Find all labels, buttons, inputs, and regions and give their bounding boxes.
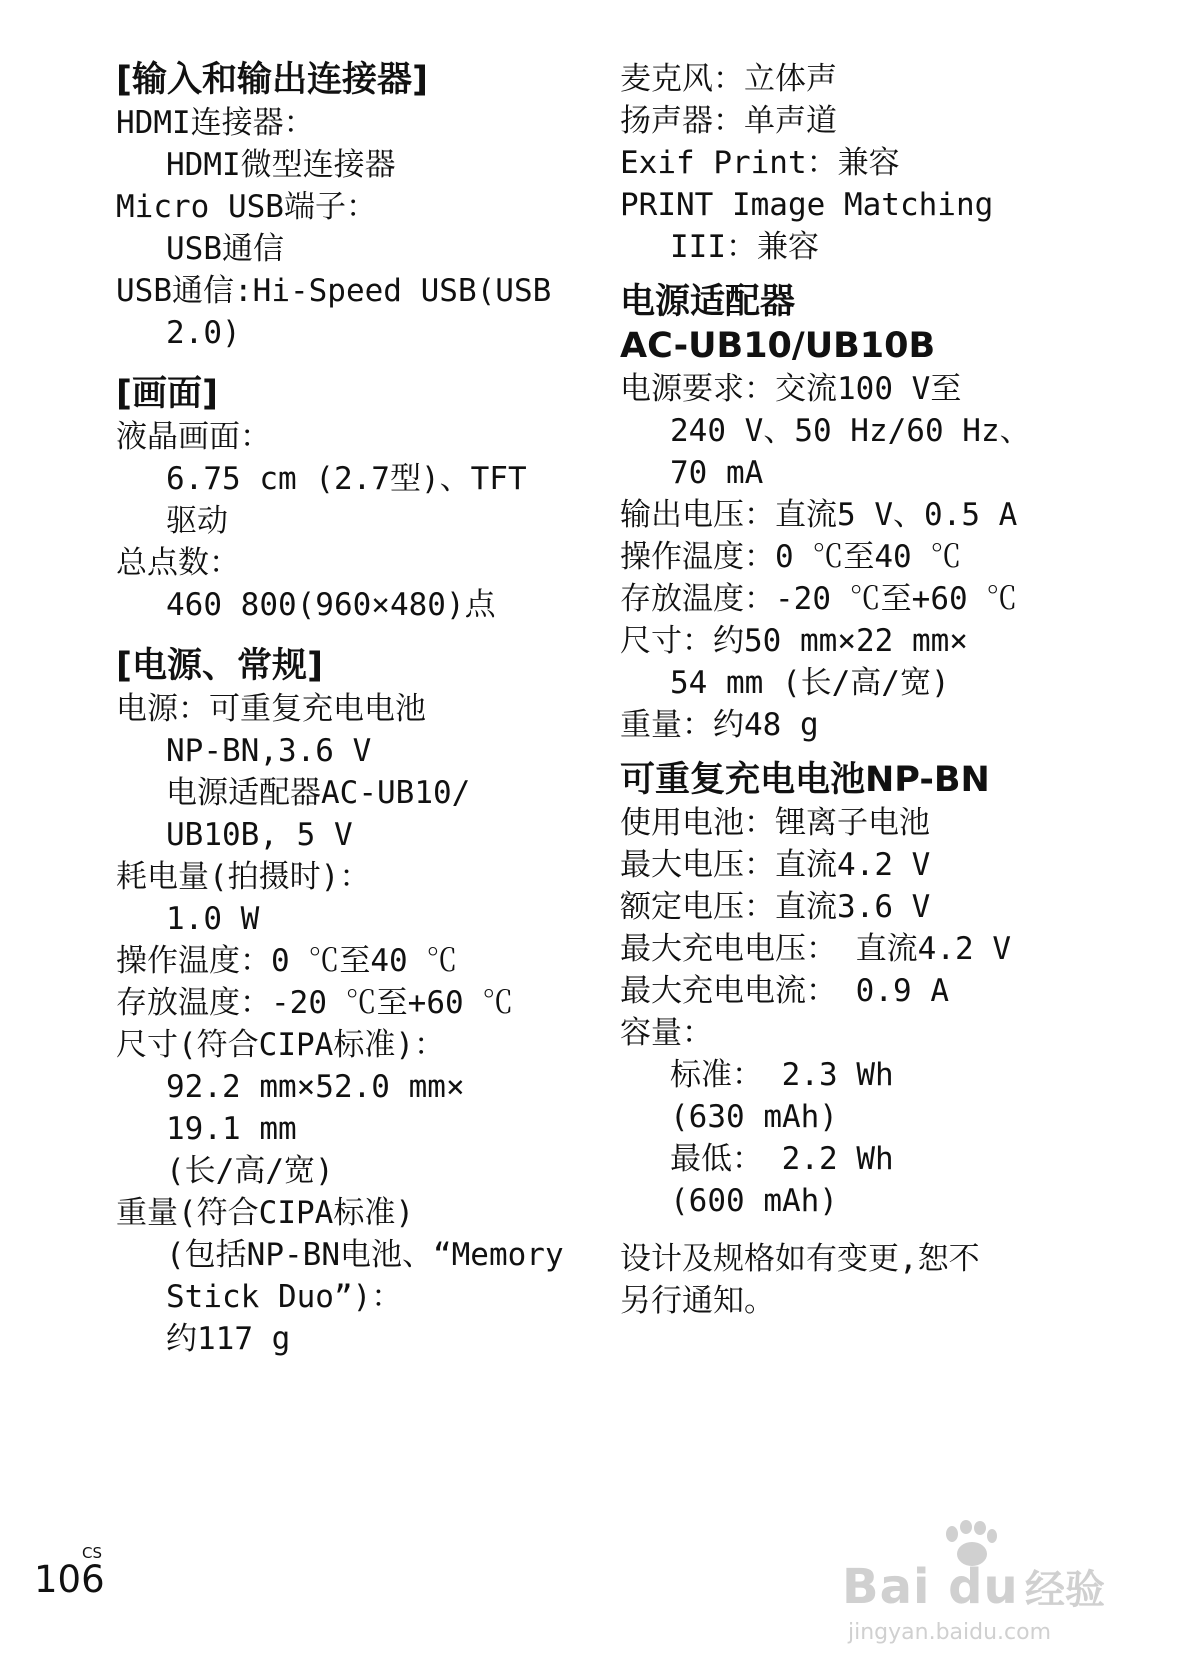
watermark-brand: Bai du [842, 1559, 1019, 1615]
spec-line: 240 V、50 Hz/60 Hz、 [670, 413, 1031, 449]
spec-line: 驱动 [166, 503, 228, 539]
spec-line: 19.1 mm [166, 1111, 297, 1147]
spec-line: Stick Duo”)： [166, 1279, 403, 1315]
spec-line: 最大电压：直流4.2 V [620, 847, 931, 883]
spec-line: 尺寸：约50 mm×22 mm× [620, 623, 968, 659]
spec-line: 最大充电电流： 0.9 A [620, 973, 949, 1009]
baidu-jingyan-watermark [820, 1520, 1150, 1660]
spec-line: USB通信:Hi-Speed USB(USB [116, 273, 552, 309]
spec-line: 70 mA [670, 455, 764, 491]
spec-line: USB通信 [166, 231, 284, 267]
spec-line: 重量：约48 g [620, 707, 819, 743]
spec-line: 尺寸(符合CIPA标准)： [116, 1027, 445, 1063]
left-column [116, 58, 591, 1360]
spec-line: 扬声器：单声道 [620, 103, 837, 139]
spec-line: 92.2 mm×52.0 mm× [166, 1069, 465, 1105]
spec-line: 操作温度：0 ℃至40 ℃ [116, 943, 458, 979]
page-language-code: CS [82, 1544, 102, 1562]
section-heading: 电源适配器 [620, 282, 796, 322]
spec-line: 使用电池：锂离子电池 [620, 805, 930, 841]
spec-line: UB10B, 5 V [166, 817, 353, 853]
section-heading: [电源、常规] [116, 646, 323, 686]
spec-line: 标准： 2.3 Wh [670, 1057, 894, 1093]
section-heading: AC-UB10/UB10B [620, 326, 936, 366]
spec-line: (600 mAh) [670, 1183, 838, 1219]
section-heading: [画面] [116, 374, 218, 414]
spec-line: 最大充电电压： 直流4.2 V [620, 931, 1011, 967]
spec-line: 54 mm (长/高/宽) [670, 665, 950, 701]
spec-line: NP-BN,3.6 V [166, 733, 372, 769]
spec-line: 另行通知。 [620, 1283, 775, 1319]
spec-line: 操作温度：0 ℃至40 ℃ [620, 539, 962, 575]
spec-line: 最低： 2.2 Wh [670, 1141, 894, 1177]
spec-line: Exif Print：兼容 [620, 145, 900, 181]
spec-line: 6.75 cm (2.7型)、TFT [166, 461, 527, 497]
spec-line: (包括NP-BN电池、“Memory [166, 1237, 564, 1273]
spec-line: 电源：可重复充电电池 [116, 691, 426, 727]
right-column [620, 58, 1090, 1322]
spec-line: 麦克风：立体声 [620, 61, 837, 97]
spec-line: 存放温度：-20 ℃至+60 ℃ [116, 985, 514, 1021]
page-number: 106 [34, 1558, 105, 1601]
spec-line: 电源要求：交流100 V至 [620, 371, 962, 407]
spec-line: 液晶画面： [116, 419, 271, 455]
section-heading: [输入和输出连接器] [116, 60, 428, 100]
watermark-jingyan: 经验 [1025, 1567, 1105, 1613]
spec-line: 输出电压：直流5 V、0.5 A [620, 497, 1018, 533]
watermark-url: jingyan.baidu.com [848, 1620, 1052, 1645]
spec-line: Micro USB端子： [116, 189, 377, 225]
spec-line: 460 800(960×480)点 [166, 587, 496, 623]
spec-line: 存放温度：-20 ℃至+60 ℃ [620, 581, 1018, 617]
spec-line: 约117 g [166, 1321, 291, 1357]
spec-line: III：兼容 [670, 229, 819, 265]
spec-line: 电源适配器AC-UB10/ [166, 775, 471, 811]
spec-line: HDMI微型连接器 [166, 147, 396, 183]
spec-line: 额定电压：直流3.6 V [620, 889, 931, 925]
spec-line: (630 mAh) [670, 1099, 838, 1135]
spec-line: 容量： [620, 1015, 713, 1051]
spec-line: 1.0 W [166, 901, 260, 937]
section-heading: 可重复充电电池NP-BN [620, 760, 990, 800]
spec-line: 耗电量(拍摄时)： [116, 859, 371, 895]
spec-line: PRINT Image Matching [620, 187, 994, 223]
spec-line: HDMI连接器： [116, 105, 315, 141]
spec-line: (长/高/宽) [166, 1153, 334, 1189]
change-notice: 设计及规格如有变更,恕不 [620, 1241, 980, 1277]
spec-line: 总点数： [116, 545, 240, 581]
spec-line: 2.0) [166, 315, 241, 351]
spec-line: 重量(符合CIPA标准) [116, 1195, 414, 1231]
